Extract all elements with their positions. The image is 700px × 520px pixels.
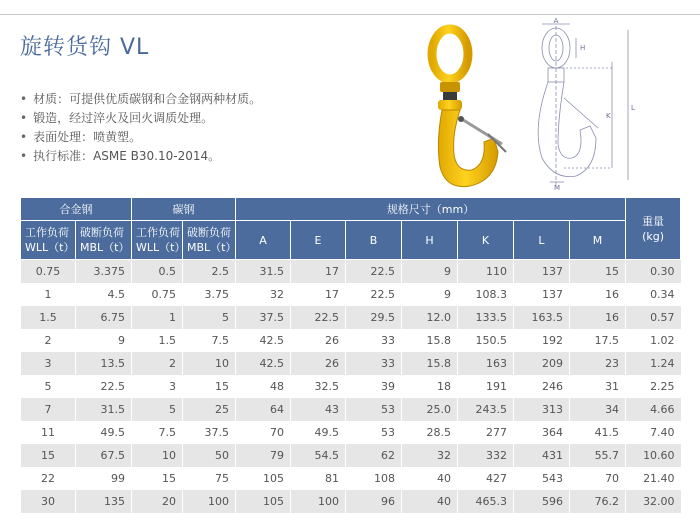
- table-cell: 2.25: [626, 375, 681, 398]
- table-cell: 40: [402, 467, 458, 490]
- table-cell: 3.75: [183, 283, 236, 306]
- table-cell: 11: [21, 421, 76, 444]
- dim-label-k: K: [606, 112, 611, 120]
- header-dim-b: B: [346, 221, 402, 260]
- table-cell: 7.5: [132, 421, 183, 444]
- header-carbon-wll: 工作负荷 WLL（t）: [132, 221, 183, 260]
- table-cell: 79: [236, 444, 291, 467]
- table-cell: 17: [291, 283, 346, 306]
- table-cell: 6.75: [76, 306, 132, 329]
- dim-label-l: L: [631, 104, 635, 112]
- table-cell: 15.8: [402, 329, 458, 352]
- table-cell: 192: [514, 329, 570, 352]
- spec-table: [20, 197, 681, 513]
- table-cell: 10.60: [626, 444, 681, 467]
- header-dim-a: A: [236, 221, 291, 260]
- table-cell: 3.375: [76, 260, 132, 284]
- table-cell: 76.2: [570, 490, 626, 513]
- spec-table-body: [21, 260, 681, 514]
- table-cell: 30: [21, 490, 76, 513]
- table-cell: 26: [291, 329, 346, 352]
- header-dim-k: K: [458, 221, 514, 260]
- header-alloy-mbl: 破断负荷 MBL（t）: [76, 221, 132, 260]
- table-cell: 37.5: [236, 306, 291, 329]
- table-cell: 427: [458, 467, 514, 490]
- table-row: [21, 329, 681, 352]
- table-cell: 1: [21, 283, 76, 306]
- table-cell: 32.00: [626, 490, 681, 513]
- header-dim-l: L: [514, 221, 570, 260]
- table-cell: 15.8: [402, 352, 458, 375]
- header-dim-h: H: [402, 221, 458, 260]
- header-weight: [626, 198, 681, 260]
- table-cell: 22.5: [291, 306, 346, 329]
- table-cell: 2: [21, 329, 76, 352]
- dim-label-h: H: [580, 44, 586, 52]
- table-cell: 1.5: [21, 306, 76, 329]
- table-cell: 163.5: [514, 306, 570, 329]
- feature-standard: • 执行标准：ASME B30.10-2014。: [20, 147, 261, 166]
- table-cell: 17: [291, 260, 346, 284]
- table-cell: 5: [21, 375, 76, 398]
- table-cell: 313: [514, 398, 570, 421]
- table-cell: 53: [346, 421, 402, 444]
- table-cell: 364: [514, 421, 570, 444]
- table-cell: 42.5: [236, 329, 291, 352]
- table-cell: 191: [458, 375, 514, 398]
- header-carbon-mbl: 破断负荷 MBL（t）: [183, 221, 236, 260]
- table-cell: 7.5: [183, 329, 236, 352]
- table-cell: 137: [514, 260, 570, 284]
- table-cell: 18: [402, 375, 458, 398]
- table-cell: 17.5: [570, 329, 626, 352]
- table-cell: 0.57: [626, 306, 681, 329]
- table-cell: 50: [183, 444, 236, 467]
- table-cell: 1: [132, 306, 183, 329]
- table-cell: 48: [236, 375, 291, 398]
- weight-label: 重量: [642, 214, 665, 228]
- table-cell: 31.5: [76, 398, 132, 421]
- table-cell: 5: [132, 398, 183, 421]
- table-cell: 41.5: [570, 421, 626, 444]
- table-cell: 53: [346, 398, 402, 421]
- header-dim-e: E: [291, 221, 346, 260]
- table-cell: 32: [402, 444, 458, 467]
- table-cell: 34: [570, 398, 626, 421]
- table-cell: 7.40: [626, 421, 681, 444]
- table-cell: 135: [76, 490, 132, 513]
- table-cell: 108.3: [458, 283, 514, 306]
- weight-unit: (kg): [642, 229, 665, 243]
- table-cell: 277: [458, 421, 514, 444]
- table-cell: 15: [570, 260, 626, 284]
- table-cell: 0.75: [132, 283, 183, 306]
- table-cell: 0.75: [21, 260, 76, 284]
- table-cell: 49.5: [76, 421, 132, 444]
- table-cell: 543: [514, 467, 570, 490]
- table-cell: 9: [402, 283, 458, 306]
- table-cell: 49.5: [291, 421, 346, 444]
- table-cell: 0.5: [132, 260, 183, 284]
- header-alloy-wll: 工作负荷 WLL（t）: [21, 221, 76, 260]
- table-cell: 3: [21, 352, 76, 375]
- table-cell: 0.30: [626, 260, 681, 284]
- table-row: [21, 398, 681, 421]
- table-cell: 163: [458, 352, 514, 375]
- table-cell: 70: [570, 467, 626, 490]
- dim-label-a: A: [553, 18, 559, 25]
- table-cell: 20: [132, 490, 183, 513]
- table-cell: 67.5: [76, 444, 132, 467]
- table-cell: 431: [514, 444, 570, 467]
- table-cell: 105: [236, 490, 291, 513]
- table-cell: 4.5: [76, 283, 132, 306]
- feature-surface: • 表面处理：喷黄塑。: [20, 128, 261, 147]
- table-cell: 1.02: [626, 329, 681, 352]
- table-cell: 15: [132, 467, 183, 490]
- table-cell: 332: [458, 444, 514, 467]
- table-row: [21, 444, 681, 467]
- header-dim-m: M: [570, 221, 626, 260]
- table-cell: 10: [132, 444, 183, 467]
- table-cell: 4.66: [626, 398, 681, 421]
- table-cell: 70: [236, 421, 291, 444]
- table-cell: 100: [291, 490, 346, 513]
- table-cell: 3: [132, 375, 183, 398]
- page-title: 旋转货钩 VL: [20, 35, 150, 60]
- table-cell: 25.0: [402, 398, 458, 421]
- table-cell: 110: [458, 260, 514, 284]
- table-cell: 23: [570, 352, 626, 375]
- table-cell: 9: [76, 329, 132, 352]
- table-cell: 0.34: [626, 283, 681, 306]
- table-cell: 64: [236, 398, 291, 421]
- table-cell: 96: [346, 490, 402, 513]
- table-cell: 39: [346, 375, 402, 398]
- table-cell: 81: [291, 467, 346, 490]
- table-cell: 15: [183, 375, 236, 398]
- table-row: [21, 375, 681, 398]
- table-cell: 33: [346, 329, 402, 352]
- table-cell: 13.5: [76, 352, 132, 375]
- feature-material: • 材质：可提供优质碳钢和合金钢两种材质。: [20, 90, 261, 109]
- header-dimensions: 规格尺寸（mm）: [236, 198, 626, 221]
- swivel-hook-photo: [418, 22, 514, 192]
- table-cell: 108: [346, 467, 402, 490]
- table-cell: 150.5: [458, 329, 514, 352]
- table-cell: 55.7: [570, 444, 626, 467]
- table-cell: 26: [291, 352, 346, 375]
- table-cell: 10: [183, 352, 236, 375]
- table-cell: 596: [514, 490, 570, 513]
- table-cell: 9: [402, 260, 458, 284]
- table-row: [21, 283, 681, 306]
- table-cell: 16: [570, 283, 626, 306]
- top-divider: [0, 14, 700, 15]
- table-cell: 42.5: [236, 352, 291, 375]
- table-cell: 22.5: [76, 375, 132, 398]
- table-cell: 1.24: [626, 352, 681, 375]
- feature-list: [20, 90, 261, 166]
- table-cell: 246: [514, 375, 570, 398]
- table-cell: 40: [402, 490, 458, 513]
- table-cell: 16: [570, 306, 626, 329]
- table-cell: 133.5: [458, 306, 514, 329]
- feature-forging: • 锻造，经过淬火及回火调质处理。: [20, 109, 261, 128]
- dim-label-m: M: [553, 184, 561, 190]
- table-cell: 243.5: [458, 398, 514, 421]
- table-cell: 100: [183, 490, 236, 513]
- table-cell: 37.5: [183, 421, 236, 444]
- dimension-drawing: [520, 18, 670, 190]
- header-carbon-steel: 碳钢: [132, 198, 236, 221]
- table-cell: 1.5: [132, 329, 183, 352]
- table-cell: 105: [236, 467, 291, 490]
- table-cell: 62: [346, 444, 402, 467]
- table-cell: 28.5: [402, 421, 458, 444]
- table-cell: 22.5: [346, 283, 402, 306]
- table-row: [21, 421, 681, 444]
- table-cell: 33: [346, 352, 402, 375]
- table-cell: 137: [514, 283, 570, 306]
- table-cell: 43: [291, 398, 346, 421]
- table-cell: 32: [236, 283, 291, 306]
- table-cell: 54.5: [291, 444, 346, 467]
- table-cell: 12.0: [402, 306, 458, 329]
- table-cell: 15: [21, 444, 76, 467]
- table-cell: 22: [21, 467, 76, 490]
- table-row: [21, 306, 681, 329]
- table-cell: 29.5: [346, 306, 402, 329]
- table-cell: 2: [132, 352, 183, 375]
- table-cell: 7: [21, 398, 76, 421]
- table-row: [21, 260, 681, 284]
- table-cell: 31.5: [236, 260, 291, 284]
- table-row: [21, 490, 681, 513]
- table-row: [21, 352, 681, 375]
- table-cell: 209: [514, 352, 570, 375]
- table-cell: 32.5: [291, 375, 346, 398]
- table-cell: 22.5: [346, 260, 402, 284]
- table-cell: 25: [183, 398, 236, 421]
- table-cell: 75: [183, 467, 236, 490]
- table-cell: 2.5: [183, 260, 236, 284]
- table-cell: 99: [76, 467, 132, 490]
- table-row: [21, 467, 681, 490]
- table-cell: 31: [570, 375, 626, 398]
- header-alloy-steel: 合金钢: [21, 198, 132, 221]
- table-cell: 21.40: [626, 467, 681, 490]
- table-cell: 5: [183, 306, 236, 329]
- table-cell: 465.3: [458, 490, 514, 513]
